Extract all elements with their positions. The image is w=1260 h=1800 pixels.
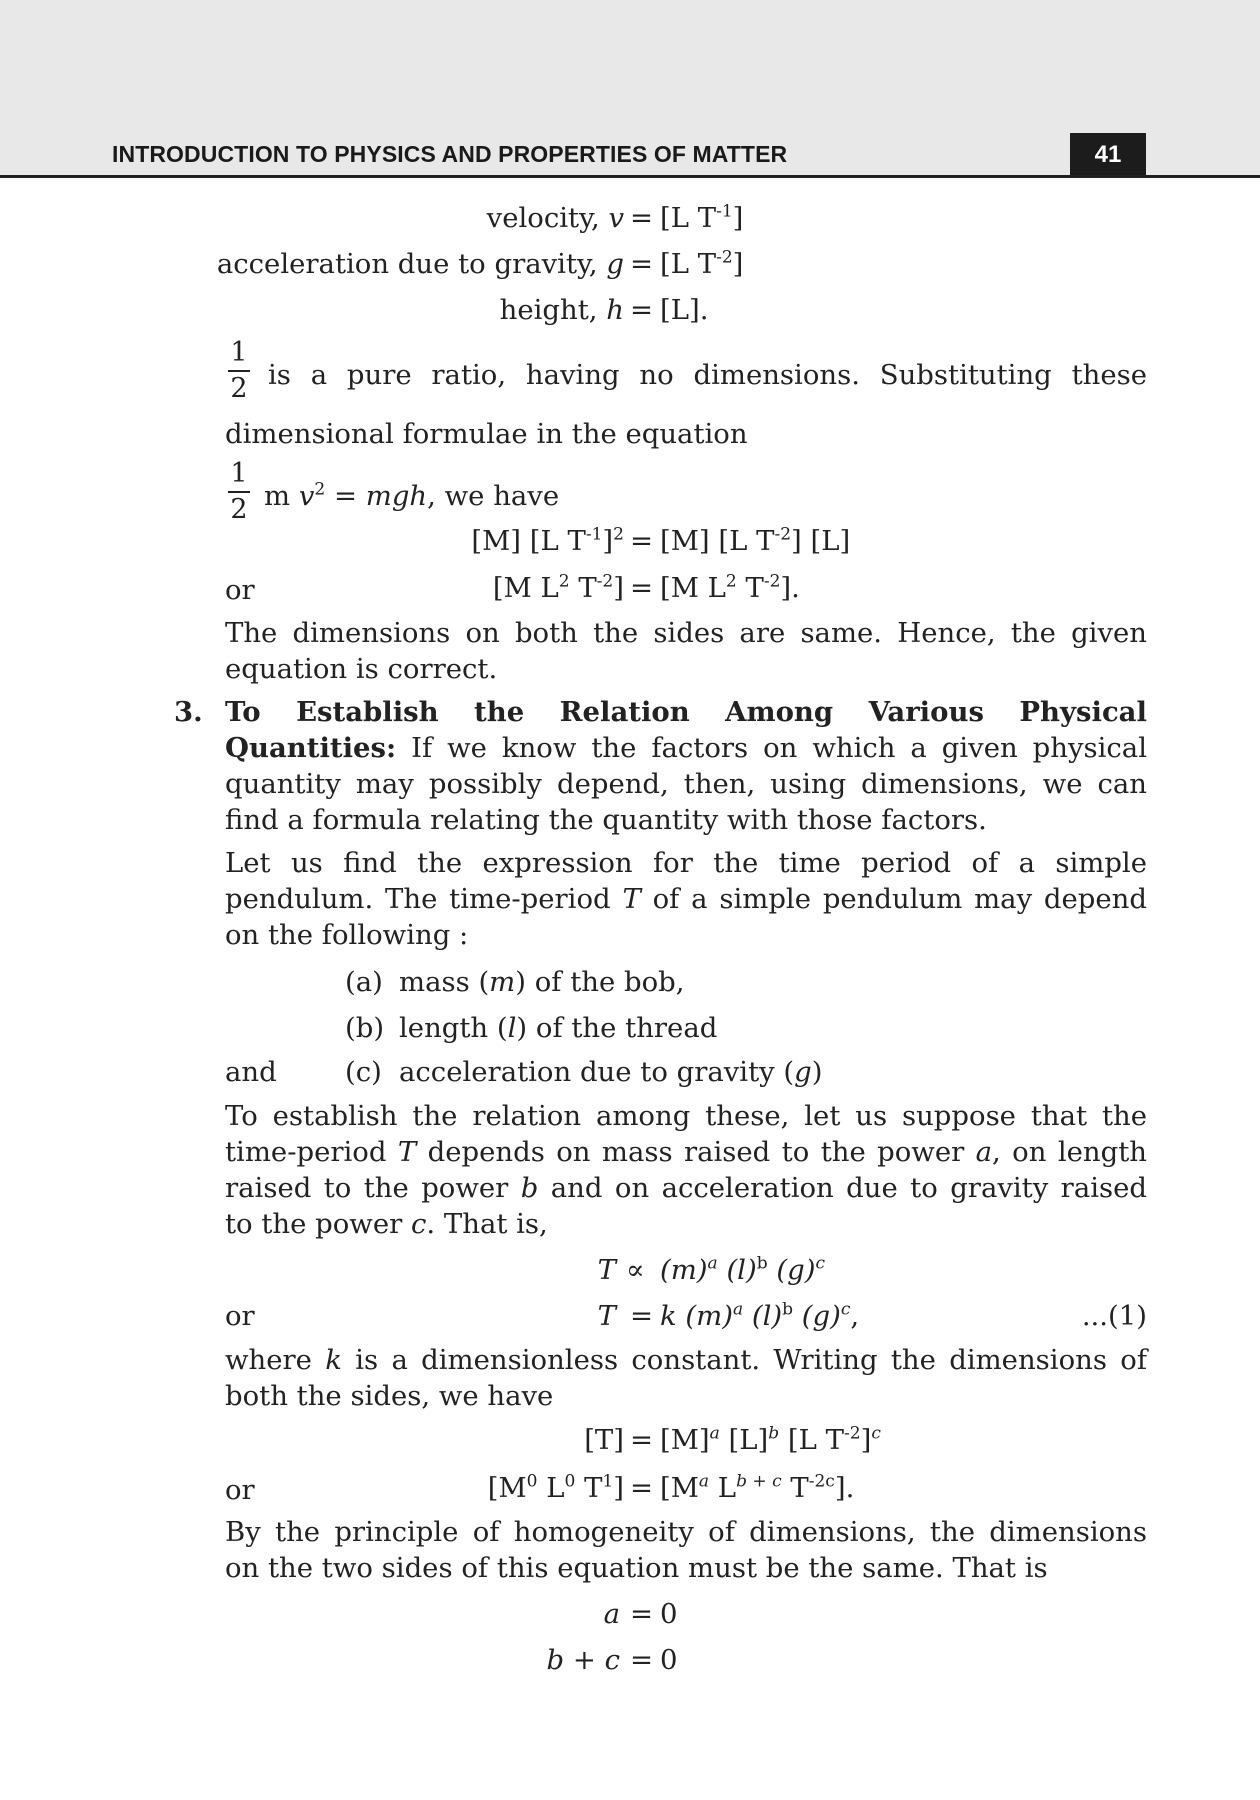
heading-word: the <box>474 696 525 728</box>
prop-rhs: $(m)^a$ $(l)^b$ $(g)^c$ <box>660 1253 825 1286</box>
factor-a: mass (m) of the bob, <box>399 966 685 998</box>
eq2-rhs: [M $L^2$ $T^{-2}$]. <box>660 571 800 604</box>
heading-word: To <box>225 696 261 728</box>
prop2-or: or <box>225 1300 255 1332</box>
prop-symbol: ∝ <box>626 1254 645 1286</box>
eq4-eq: = <box>630 1472 654 1504</box>
page-number: 41 <box>1070 133 1146 177</box>
velocity-eq: = <box>630 202 654 234</box>
factor-c: acceleration due to gravity (g) <box>399 1056 823 1088</box>
fraction-half: 1 2 <box>228 338 250 404</box>
eq3-lhs: [T] <box>584 1424 624 1456</box>
velocity-value: [L $T^{-1}$] <box>660 201 744 234</box>
running-title: INTRODUCTION TO PHYSICS AND PROPERTIES OF MATTER <box>112 141 788 167</box>
eq2-eq: = <box>630 572 654 604</box>
result-1-rhs: 0 <box>660 1598 678 1630</box>
eq4-lhs: [$M^0$ $L^0$ $T^1$] <box>487 1471 624 1504</box>
section-line-3: find a formula relating the quantity with those factors. <box>225 804 987 836</box>
factor-c-label: (c) <box>345 1056 382 1088</box>
prop-T: T <box>597 1254 616 1286</box>
result-2-lhs: b + c <box>546 1644 620 1676</box>
heading-word: Among <box>725 696 834 728</box>
gravity-value: [L $T^{-2}$] <box>660 247 744 280</box>
prop2-rhs: k $(m)^a$ $(l)^b$ $(g)^c$, <box>660 1299 860 1332</box>
homog-line-1: By the principle of homogeneity of dimensions, the dimensions <box>225 1516 1147 1548</box>
conclusion-line-1: The dimensions on both the sides are same. Hence, the given <box>225 617 1147 649</box>
gravity-label: acceleration due to gravity, g <box>216 248 624 280</box>
result-2-eq: = <box>630 1644 654 1676</box>
velocity-label: velocity, v <box>486 202 624 234</box>
eq1-lhs: [M] [L $T^{-1}]^2$ <box>471 524 624 557</box>
establish-line-1: To establish the relation among these, let us suppose that the <box>225 1100 1147 1132</box>
section-heading <box>225 694 1147 730</box>
heading-word: Physical <box>1019 696 1147 728</box>
result-1-lhs: a <box>603 1598 620 1630</box>
ratio-text-2: dimensional formulae in the equation <box>225 418 748 450</box>
k-line-1: where k is a dimensionless constant. Writing the dimensions of <box>225 1344 1148 1376</box>
eq3-eq: = <box>630 1424 654 1456</box>
result-1-eq: = <box>630 1598 654 1630</box>
section-line-2: quantity may possibly depend, then, using dimensions, we can <box>225 768 1147 800</box>
result-2-rhs: 0 <box>660 1644 678 1676</box>
equation-tag: ...(1) <box>1081 1300 1147 1332</box>
eq2-or: or <box>225 574 255 606</box>
height-label: height, h <box>499 294 624 326</box>
eq4-or: or <box>225 1474 255 1506</box>
eq1-eq: = <box>630 525 654 557</box>
eq3-rhs: $[M]^a$ $[L]^b$ [L $T^{-2}]^c$ <box>660 1423 881 1456</box>
prop2-T: T <box>597 1300 616 1332</box>
pendulum-line-3: on the following : <box>225 919 469 951</box>
heading-word: Relation <box>559 696 690 728</box>
establish-line-4: to the power c. That is, <box>225 1208 548 1240</box>
heading-word: Various <box>868 696 984 728</box>
section-line-1: Quantities: If we know the factors on which a given physical <box>225 732 1147 764</box>
heading-word: Establish <box>296 696 439 728</box>
energy-equation: m $v^2$ = mgh, we have <box>264 479 560 512</box>
homog-line-2: on the two sides of this equation must be the same. That is <box>225 1552 1048 1584</box>
eq4-rhs: [$M^a$ $L^{b + c}$ $T^{-2c}$]. <box>660 1471 855 1504</box>
establish-line-2: time-period T depends on mass raised to the power a, on length <box>225 1136 1147 1168</box>
factor-a-label: (a) <box>345 966 383 998</box>
eq2-lhs: [M $L^2$ $T^{-2}$] <box>492 571 624 604</box>
header-rule <box>0 175 1260 178</box>
factor-b: length (l) of the thread <box>399 1012 718 1044</box>
height-value: [L]. <box>660 294 709 326</box>
k-line-2: both the sides, we have <box>225 1380 554 1412</box>
section-number: 3. <box>174 696 203 728</box>
fraction-half-2: 1 2 <box>228 459 250 525</box>
ratio-text: is a pure ratio, having no dimensions. Substituting these <box>268 359 1147 391</box>
factor-b-label: (b) <box>345 1012 385 1044</box>
height-eq: = <box>630 294 654 326</box>
eq1-rhs: [M] [L $T^{-2}$] [L] <box>660 524 851 557</box>
prop2-eq: = <box>630 1300 654 1332</box>
establish-line-3: raised to the power b and on acceleration due to gravity raised <box>225 1172 1148 1204</box>
pendulum-line-1: Let us find the expression for the time period of a simple <box>225 847 1147 879</box>
conclusion-line-2: equation is correct. <box>225 653 498 685</box>
pendulum-line-2: pendulum. The time-period T of a simple pendulum may depend <box>225 883 1147 915</box>
factor-and: and <box>225 1056 277 1088</box>
gravity-eq: = <box>630 248 654 280</box>
